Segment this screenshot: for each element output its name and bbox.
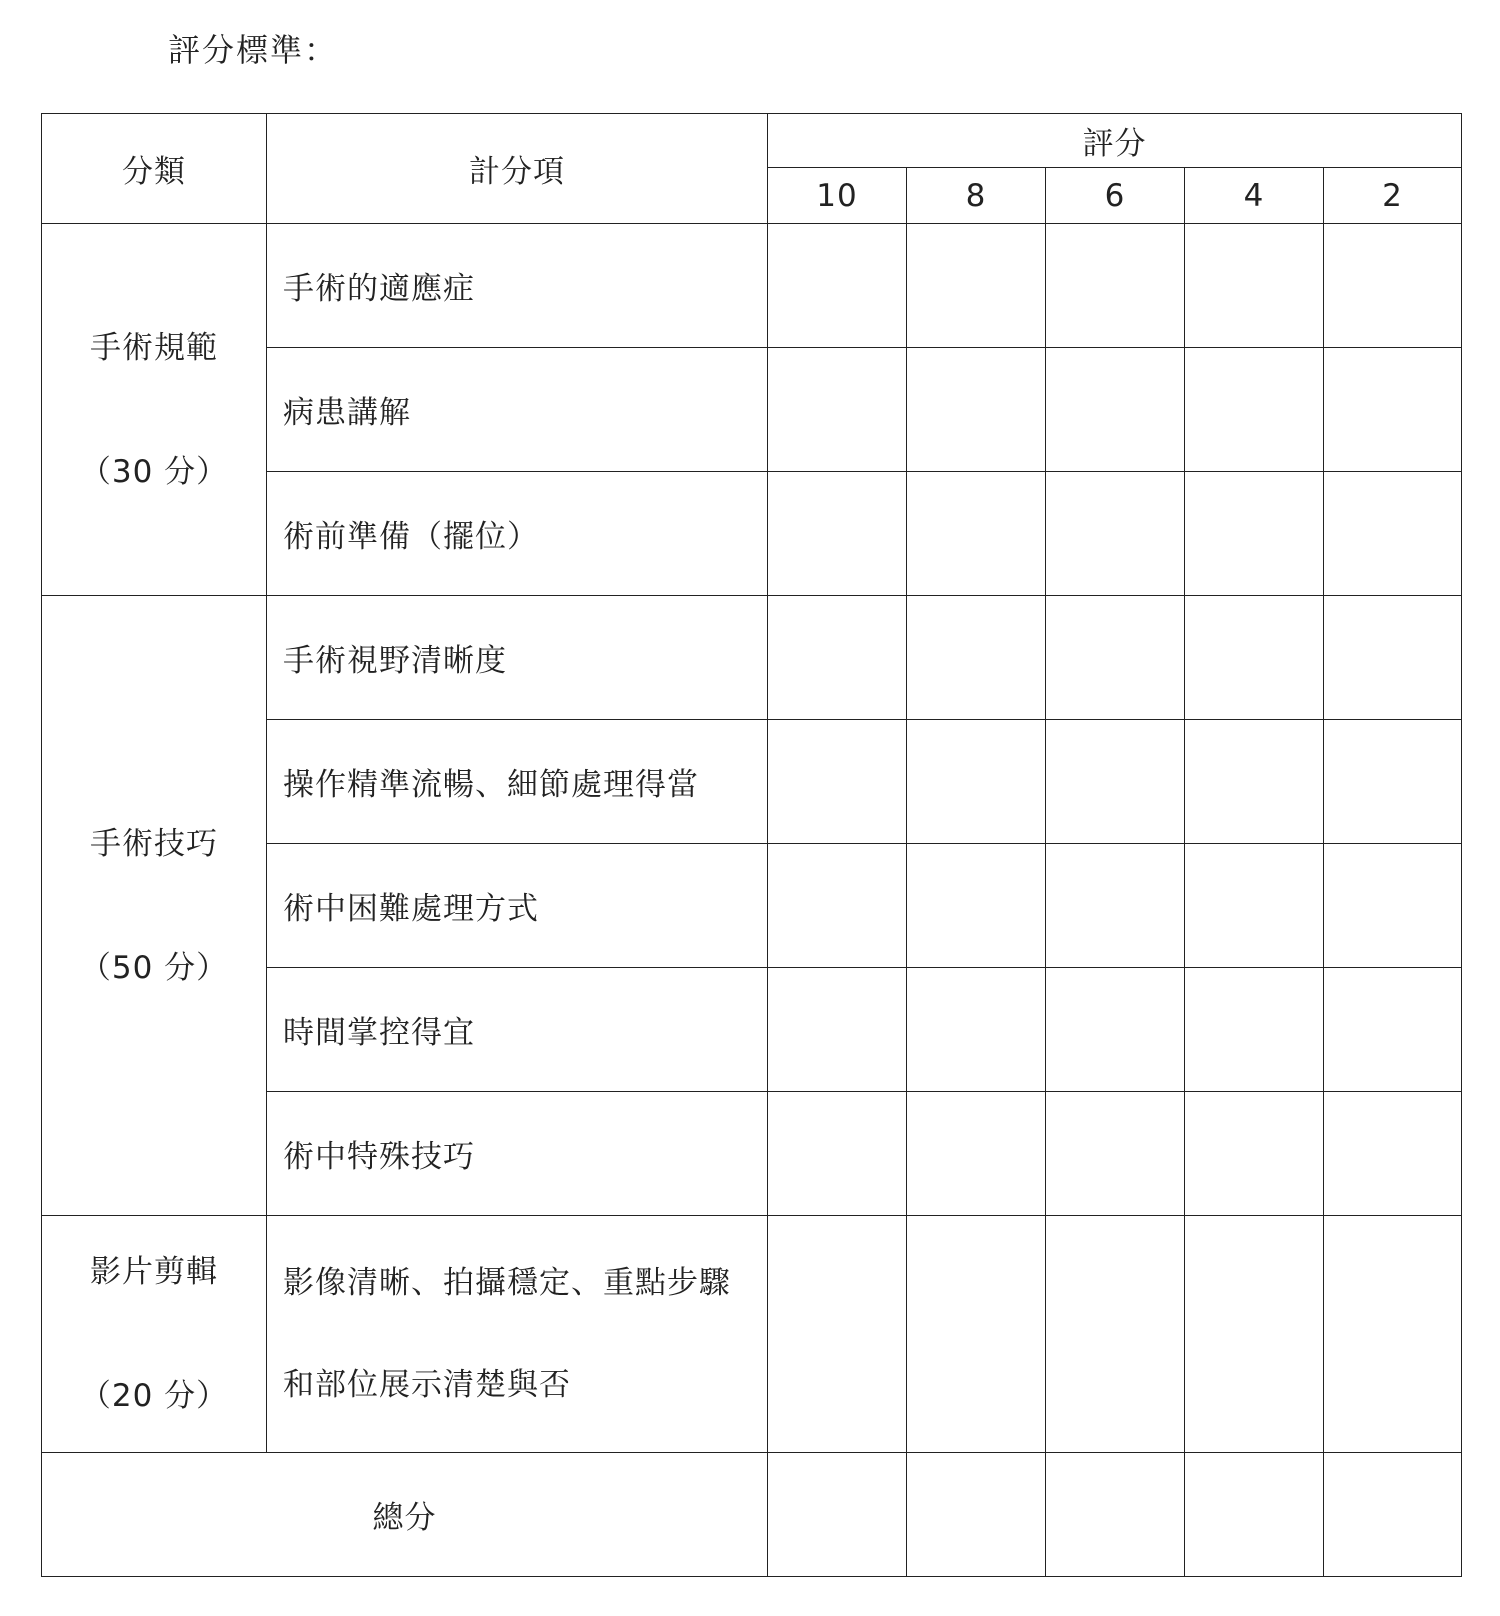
score-cell[interactable] xyxy=(1324,1453,1462,1577)
header-score: 評分 xyxy=(768,114,1462,168)
score-cell[interactable] xyxy=(1046,1216,1185,1453)
score-cell[interactable] xyxy=(768,348,907,472)
item-cell: 術中特殊技巧 xyxy=(267,1092,768,1216)
score-cell[interactable] xyxy=(1046,844,1185,968)
score-cell[interactable] xyxy=(1185,1453,1324,1577)
score-cell[interactable] xyxy=(1185,1092,1324,1216)
score-cell[interactable] xyxy=(1185,968,1324,1092)
score-cell[interactable] xyxy=(907,720,1046,844)
score-cell[interactable] xyxy=(768,1216,907,1453)
score-cell[interactable] xyxy=(907,1216,1046,1453)
score-cell[interactable] xyxy=(1324,1092,1462,1216)
header-item: 計分項 xyxy=(267,114,768,224)
score-cell[interactable] xyxy=(1185,472,1324,596)
score-cell[interactable] xyxy=(907,844,1046,968)
score-level-10: 10 xyxy=(768,168,907,224)
score-level-2: 2 xyxy=(1324,168,1462,224)
score-cell[interactable] xyxy=(768,720,907,844)
item-cell: 術前準備（擺位） xyxy=(267,472,768,596)
header-row-1 xyxy=(42,114,1462,168)
item-cell: 病患講解 xyxy=(267,348,768,472)
total-label: 總分 xyxy=(42,1453,768,1577)
score-cell[interactable] xyxy=(1324,720,1462,844)
item-line: 影像清晰、拍攝穩定、重點步驟 xyxy=(283,1265,731,1301)
item-cell: 手術視野清晰度 xyxy=(267,596,768,720)
score-level-4: 4 xyxy=(1185,168,1324,224)
score-cell[interactable] xyxy=(907,968,1046,1092)
score-cell[interactable] xyxy=(1185,348,1324,472)
score-cell[interactable] xyxy=(1046,1453,1185,1577)
score-level-8: 8 xyxy=(907,168,1046,224)
item-cell: 術中困難處理方式 xyxy=(267,844,768,968)
category-name: 手術技巧 xyxy=(90,825,218,862)
category-name: 手術規範 xyxy=(90,329,218,366)
item-line: 和部位展示清楚與否 xyxy=(283,1367,571,1403)
item-cell xyxy=(267,1216,768,1453)
category-points: （20 分） xyxy=(79,1378,229,1414)
score-cell[interactable] xyxy=(768,968,907,1092)
category-cell-surgical-skills xyxy=(42,596,267,1216)
item-cell: 手術的適應症 xyxy=(267,224,768,348)
score-cell[interactable] xyxy=(1185,1216,1324,1453)
score-cell[interactable] xyxy=(768,844,907,968)
score-cell[interactable] xyxy=(768,472,907,596)
score-cell[interactable] xyxy=(1046,348,1185,472)
score-cell[interactable] xyxy=(907,1092,1046,1216)
total-row xyxy=(42,1453,1462,1577)
score-cell[interactable] xyxy=(1324,968,1462,1092)
score-cell[interactable] xyxy=(907,596,1046,720)
score-cell[interactable] xyxy=(1324,596,1462,720)
score-cell[interactable] xyxy=(1046,968,1185,1092)
category-name: 影片剪輯 xyxy=(90,1254,218,1290)
score-cell[interactable] xyxy=(1324,844,1462,968)
category-points: （30 分） xyxy=(79,453,229,490)
scoring-table xyxy=(41,113,1462,1577)
score-cell[interactable] xyxy=(1046,472,1185,596)
score-cell[interactable] xyxy=(1185,224,1324,348)
score-cell[interactable] xyxy=(907,1453,1046,1577)
score-level-6: 6 xyxy=(1046,168,1185,224)
score-cell[interactable] xyxy=(907,224,1046,348)
item-cell: 操作精準流暢、細節處理得當 xyxy=(267,720,768,844)
score-cell[interactable] xyxy=(1185,844,1324,968)
category-cell-surgical-standards xyxy=(42,224,267,596)
score-cell[interactable] xyxy=(768,596,907,720)
score-cell[interactable] xyxy=(907,472,1046,596)
score-cell[interactable] xyxy=(1324,1216,1462,1453)
score-cell[interactable] xyxy=(1046,596,1185,720)
category-points: （50 分） xyxy=(79,949,229,986)
score-cell[interactable] xyxy=(1046,1092,1185,1216)
category-cell-video-editing xyxy=(42,1216,267,1453)
page-title: 評分標準： xyxy=(168,31,339,69)
score-cell[interactable] xyxy=(768,1453,907,1577)
table-row xyxy=(42,596,1462,720)
header-category: 分類 xyxy=(42,114,267,224)
table-row xyxy=(42,1216,1462,1453)
score-cell[interactable] xyxy=(768,224,907,348)
item-cell: 時間掌控得宜 xyxy=(267,968,768,1092)
score-cell[interactable] xyxy=(1185,596,1324,720)
score-cell[interactable] xyxy=(907,348,1046,472)
score-cell[interactable] xyxy=(1324,224,1462,348)
score-cell[interactable] xyxy=(1046,224,1185,348)
score-cell[interactable] xyxy=(1185,720,1324,844)
score-cell[interactable] xyxy=(1324,348,1462,472)
score-cell[interactable] xyxy=(1046,720,1185,844)
table-row xyxy=(42,224,1462,348)
score-cell[interactable] xyxy=(768,1092,907,1216)
score-cell[interactable] xyxy=(1324,472,1462,596)
